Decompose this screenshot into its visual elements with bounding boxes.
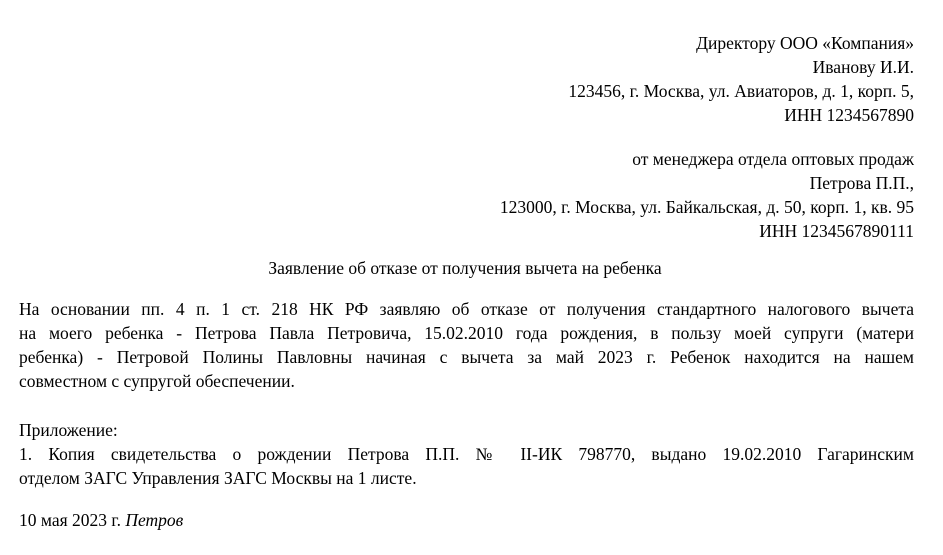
- recipient-name: Иванову И.И.: [812, 57, 914, 77]
- sender-name: Петрова П.П.,: [809, 173, 914, 193]
- body-line: на моего ребенка - Петрова Павла Петровича, 15.02.2010 года рождения, в пользу моей супруги (матери: [19, 323, 914, 343]
- attachment-heading: Приложение:: [19, 420, 118, 440]
- signature-date: 10 мая 2023 г.: [19, 510, 121, 530]
- attachment-item-continued: отделом ЗАГС Управления ЗАГС Москвы на 1 листе.: [19, 468, 417, 488]
- signature-line: [19, 508, 183, 532]
- recipient-inn: ИНН 1234567890: [784, 105, 914, 125]
- recipient-address: 123456, г. Москва, ул. Авиаторов, д. 1, корп. 5,: [568, 81, 914, 101]
- sender-address: 123000, г. Москва, ул. Байкальская, д. 50, корп. 1, кв. 95: [499, 197, 914, 217]
- recipient-block: [568, 31, 914, 127]
- sender-block: [500, 147, 914, 243]
- sender-position: от менеджера отдела оптовых продаж: [632, 149, 914, 169]
- sender-inn: ИНН 1234567890111: [759, 221, 914, 241]
- signature-name: Петров: [125, 510, 184, 530]
- attachment-item: 1. Копия свидетельства о рождении Петрова П.П. № II-ИК 798770, выдано 19.02.2010 Гагаринским: [19, 444, 914, 464]
- attachment-section: [19, 418, 914, 490]
- body-line: ребенка) - Петровой Полины Павловны начиная с вычета за май 2023 г. Ребенок находится на нашем: [19, 347, 914, 367]
- statement-body: [19, 297, 914, 393]
- body-line: На основании пп. 4 п. 1 ст. 218 НК РФ заявляю об отказе от получения стандартного налогового вычета: [19, 299, 914, 319]
- recipient-position: Директору ООО «Компания»: [696, 33, 914, 53]
- body-line: совместном с супругой обеспечении.: [19, 371, 295, 391]
- document-title: Заявление об отказе от получения вычета на ребенка: [268, 258, 662, 278]
